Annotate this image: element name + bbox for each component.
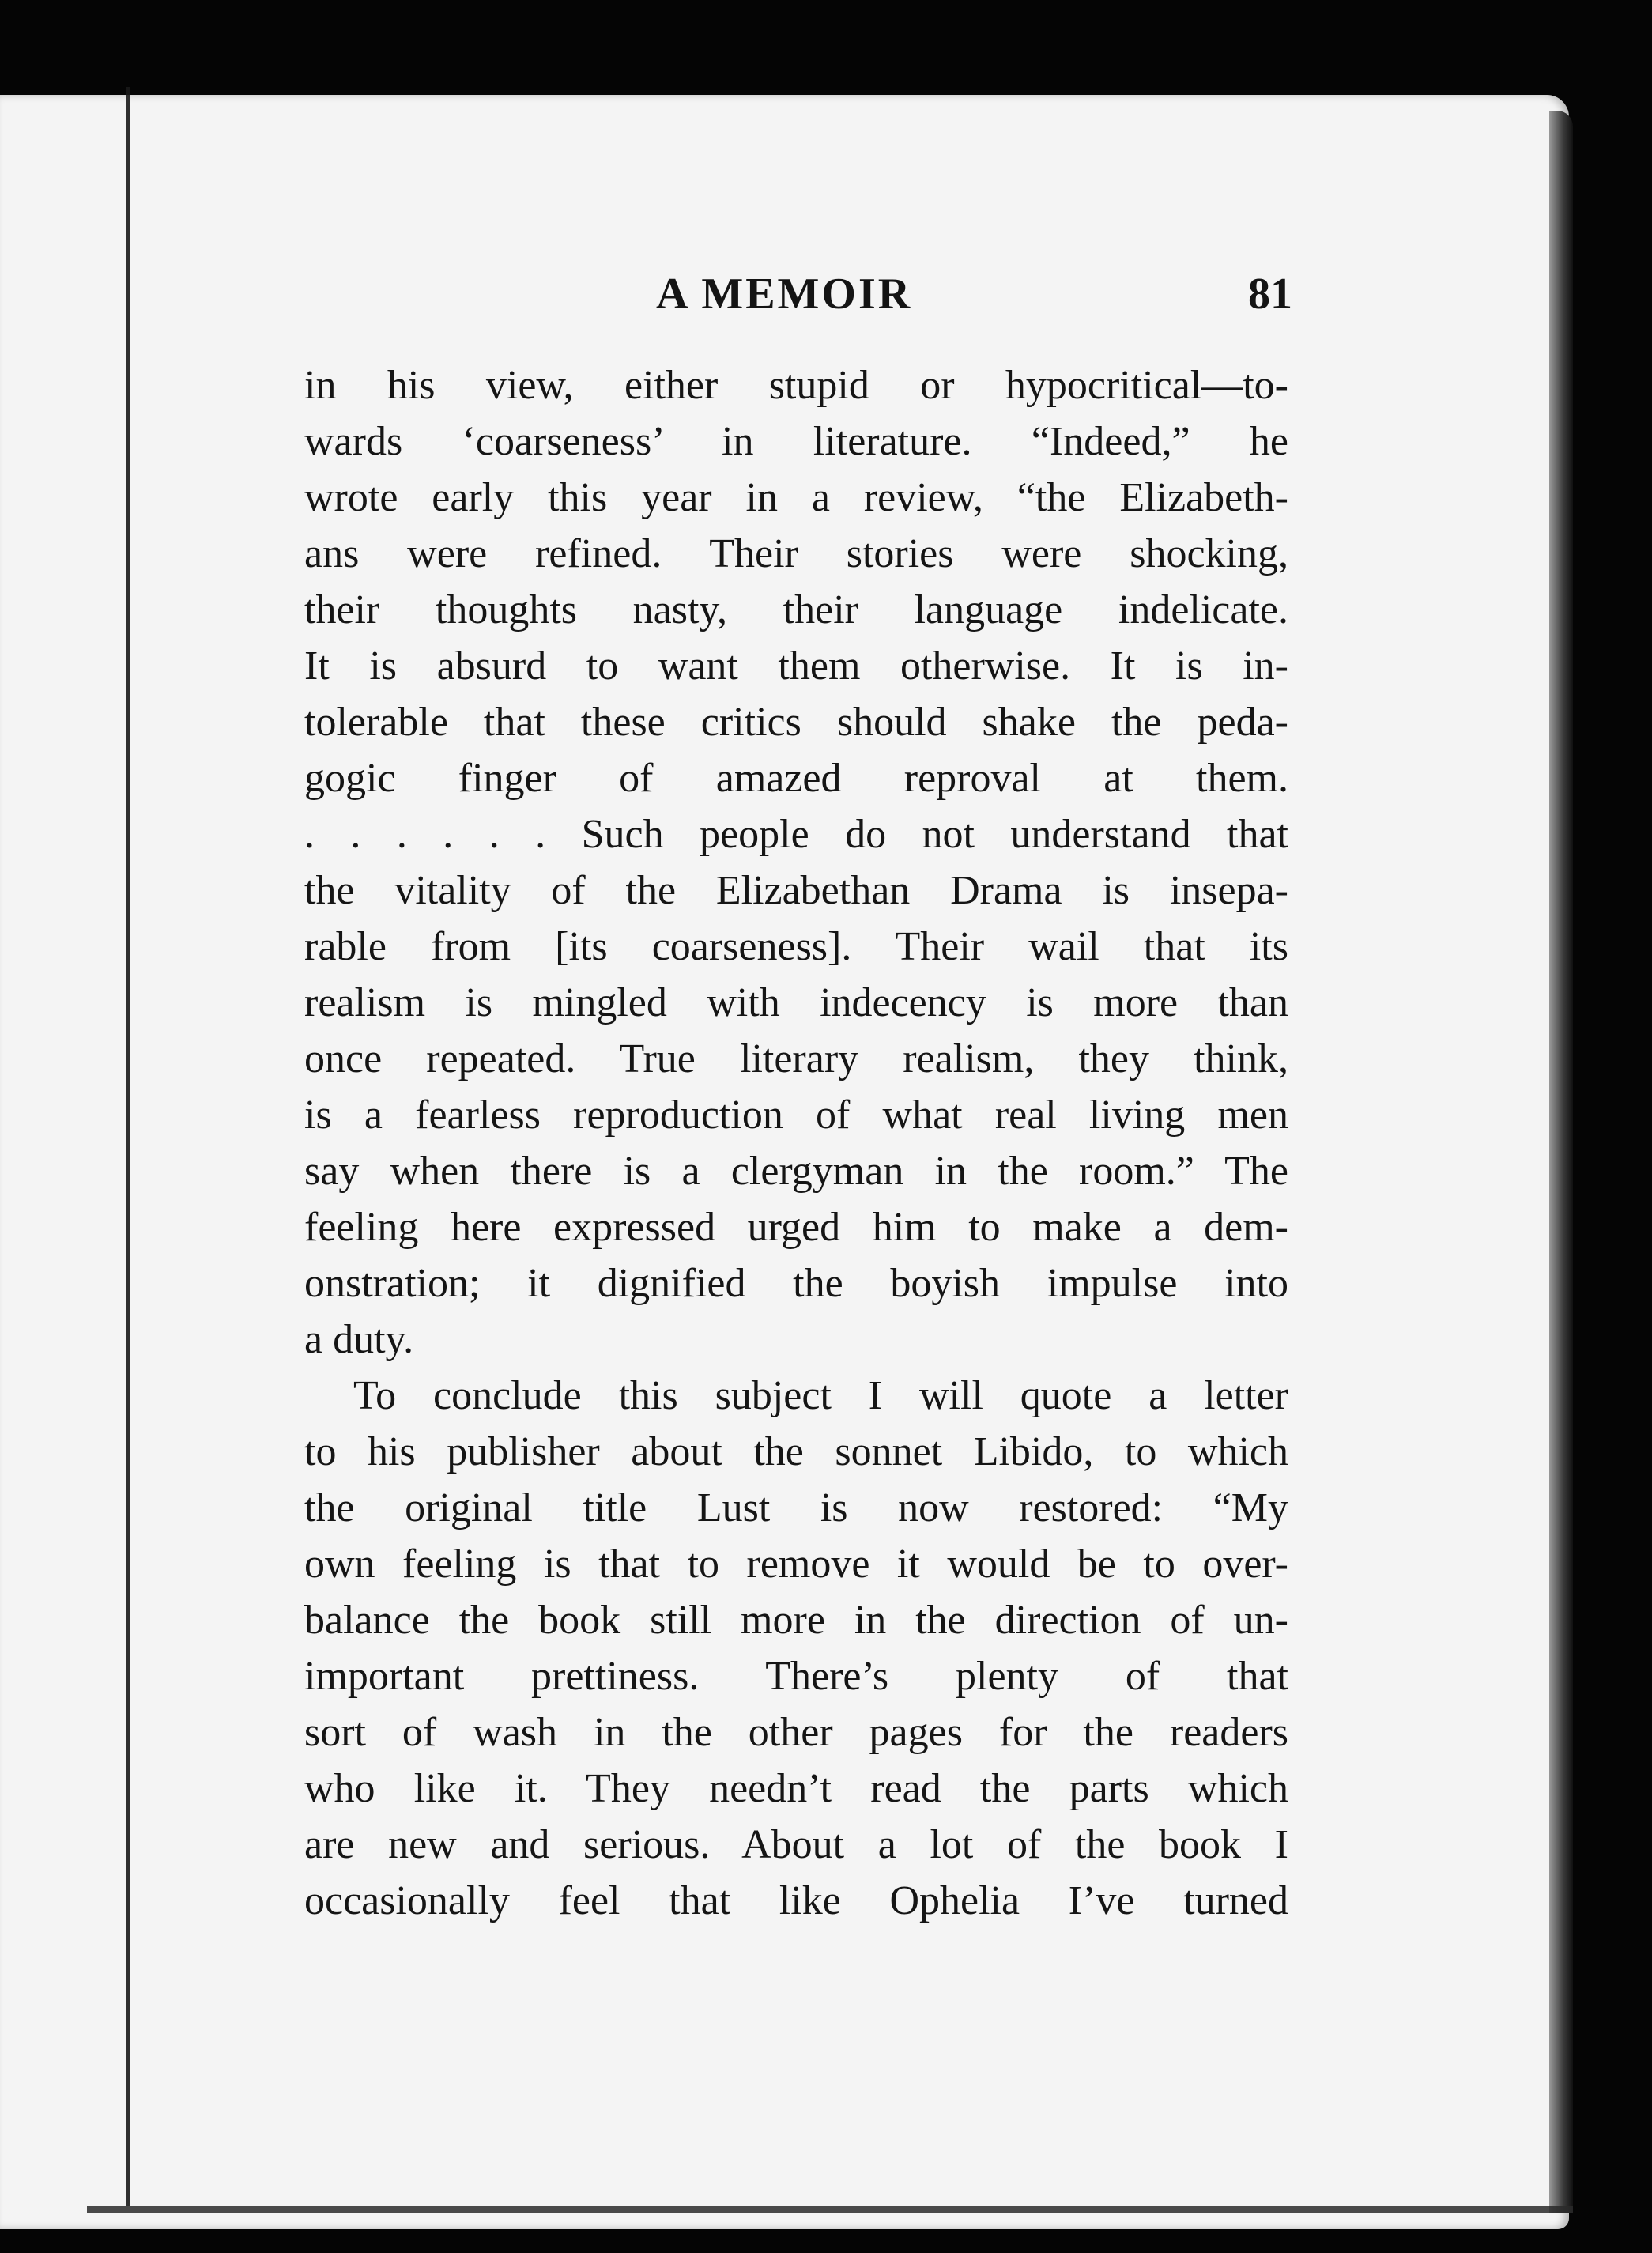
text-line: wrote early this year in a review, “the Elizabeth- [304,475,1288,520]
text-line: important prettiness. There’s plenty of that [304,1654,1288,1699]
text-line: is a fearless reproduction of what real living men [304,1093,1288,1138]
text-line: rable from [its coarseness]. Their wail that its [304,924,1288,969]
running-head [308,269,1292,332]
paragraph-first-line: To conclude this subject I will quote a letter [353,1373,1288,1418]
text-line: sort of wash in the other pages for the readers [304,1710,1288,1755]
text-line: their thoughts nasty, their language indelicate. [304,587,1288,632]
text-line: feeling here expressed urged him to make a dem- [304,1205,1288,1250]
text-line: say when there is a clergyman in the room.” The [304,1149,1288,1194]
page-gutter-edge [126,87,130,2206]
text-line: the vitality of the Elizabethan Drama is insepa- [304,868,1288,913]
text-line: . . . . . . Such people do not understand that [304,812,1288,857]
running-head-title: A MEMOIR [656,270,913,319]
text-line: a duty. [304,1317,414,1362]
page-fore-edge [1549,111,1573,2213]
body-text [304,357,1288,1929]
text-line: tolerable that these critics should shake the peda- [304,700,1288,745]
page-bottom-edge [87,2206,1573,2213]
text-line: once repeated. True literary realism, they think, [304,1036,1288,1081]
text-line: are new and serious. About a lot of the book I [304,1822,1288,1867]
text-line: ans were refined. Their stories were shocking, [304,531,1288,576]
text-line: occasionally feel that like Ophelia I’ve turned [304,1878,1288,1923]
text-line: balance the book still more in the direction of un- [304,1598,1288,1643]
text-line: to his publisher about the sonnet Libido, to which [304,1429,1288,1474]
text-line: own feeling is that to remove it would be to over- [304,1542,1288,1587]
text-line: gogic finger of amazed reproval at them. [304,756,1288,801]
page-number: 81 [1248,270,1292,319]
text-line: realism is mingled with indecency is more than [304,980,1288,1025]
text-line: the original title Lust is now restored: “My [304,1485,1288,1530]
text-line: wards ‘coarseness’ in literature. “Indeed,” he [304,419,1288,464]
text-line: in his view, either stupid or hypocritical—to- [304,363,1288,408]
text-line: onstration; it dignified the boyish impulse into [304,1261,1288,1306]
text-line: who like it. They needn’t read the parts which [304,1766,1288,1811]
text-line: It is absurd to want them otherwise. It is in- [304,643,1288,689]
